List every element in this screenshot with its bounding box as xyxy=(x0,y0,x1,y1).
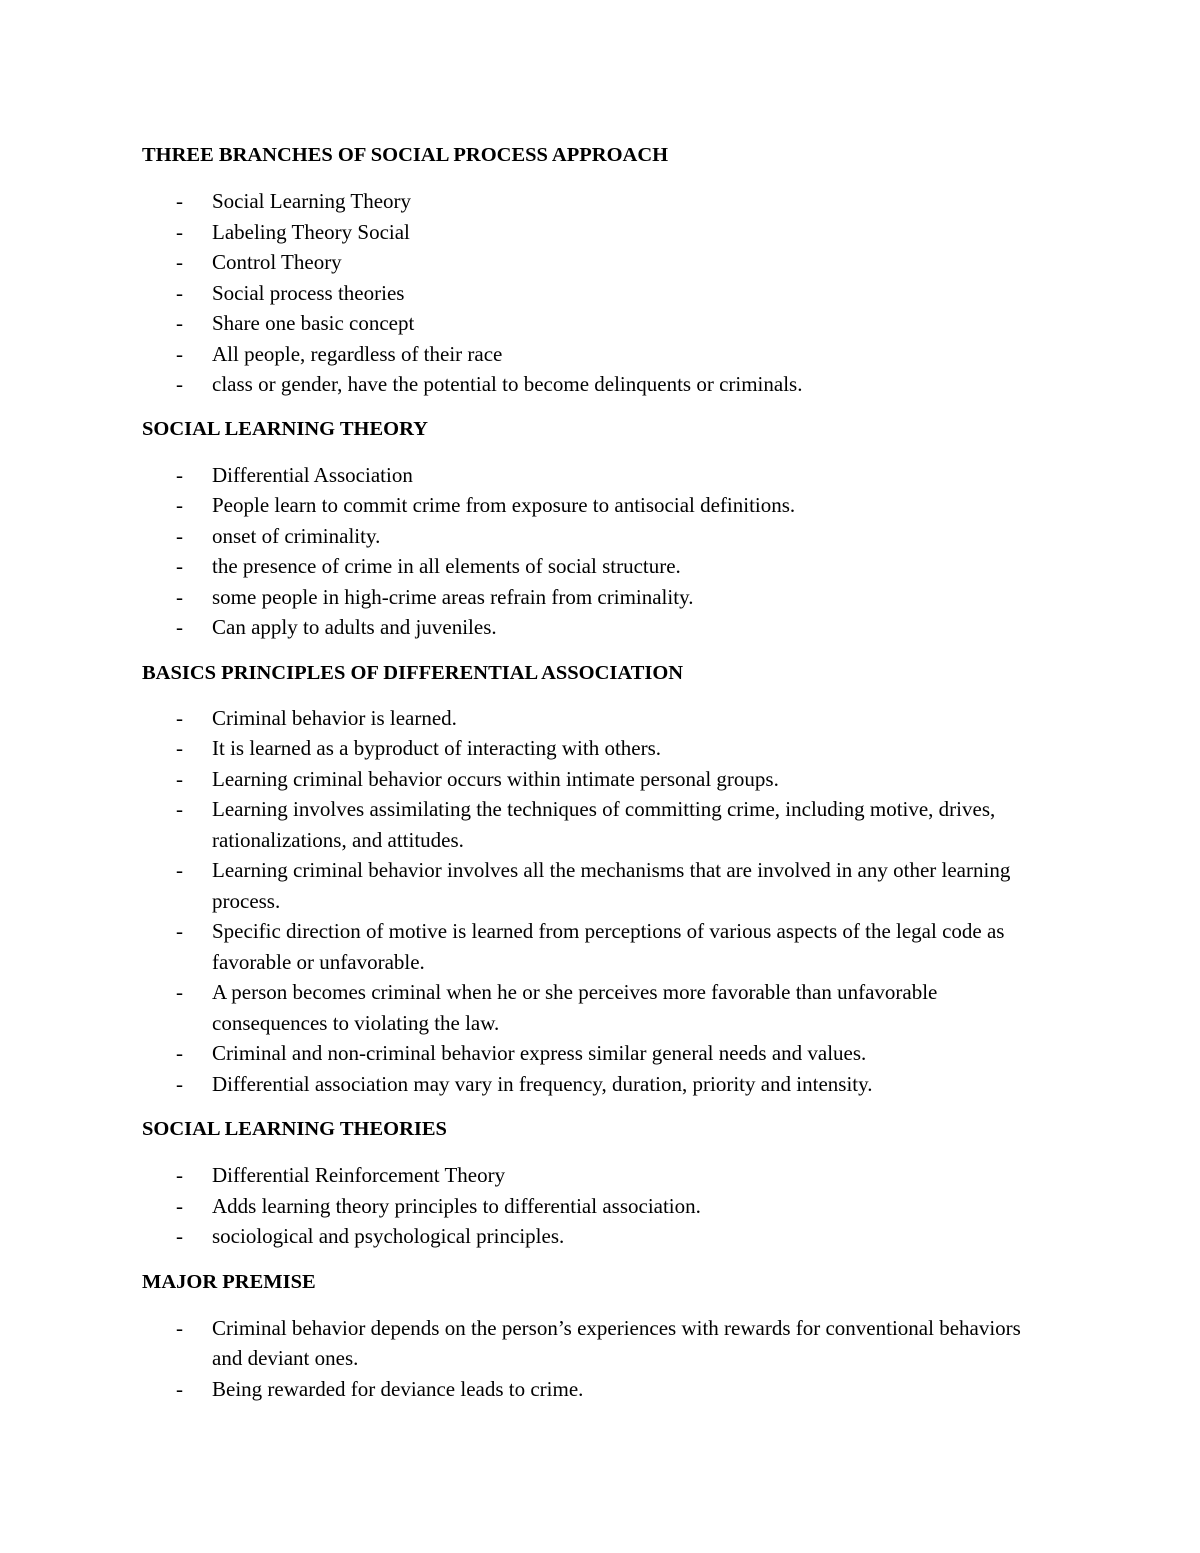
list-item xyxy=(142,551,1042,582)
section-three-branches xyxy=(142,140,1042,400)
list-item xyxy=(142,339,1042,370)
list-item-text: class or gender, have the potential to become delinquents or criminals. xyxy=(212,372,803,396)
bullet-dash: - xyxy=(176,980,183,1004)
bullet-dash: - xyxy=(176,1041,183,1065)
list-item xyxy=(142,977,1042,1038)
list-item-text: Differential association may vary in frequency, duration, priority and intensity. xyxy=(212,1071,873,1096)
list-item-text: A person becomes criminal when he or she perceives more favorable than unfavorable consequences to violating the law. xyxy=(212,980,938,1035)
list-item xyxy=(142,278,1042,309)
bullet-list xyxy=(142,1160,1042,1252)
bullet-dash: - xyxy=(176,797,183,821)
section-social-learning-theory xyxy=(142,414,1042,643)
list-item xyxy=(142,1191,1042,1222)
list-item xyxy=(142,1313,1042,1374)
list-item-text: Differential Reinforcement Theory xyxy=(212,1163,506,1187)
list-item-text: Being rewarded for deviance leads to crime. xyxy=(212,1376,584,1401)
bullet-dash: - xyxy=(176,189,183,213)
bullet-dash: - xyxy=(176,919,183,943)
bullet-dash: - xyxy=(176,858,183,882)
section-heading: BASICS PRINCIPLES OF DIFFERENTIAL ASSOCIATION xyxy=(142,661,684,684)
list-item-text: Specific direction of motive is learned from perceptions of various aspects of the legal code as favorable or unfavorable. xyxy=(212,919,1005,974)
list-item xyxy=(142,764,1042,795)
list-item xyxy=(142,247,1042,278)
list-item-text: Criminal and non-criminal behavior express similar general needs and values. xyxy=(212,1041,867,1065)
list-item xyxy=(142,703,1042,734)
bullet-dash: - xyxy=(176,341,183,366)
list-item xyxy=(142,1069,1042,1100)
bullet-list xyxy=(142,703,1042,1100)
bullet-list xyxy=(142,186,1042,400)
bullet-dash: - xyxy=(176,615,183,639)
list-item xyxy=(142,217,1042,248)
list-item-text: People learn to commit crime from exposure to antisocial definitions. xyxy=(212,493,796,517)
bullet-dash: - xyxy=(176,280,183,305)
list-item-text: Criminal behavior depends on the person’s experiences with rewards for conventional behaviors and deviant ones. xyxy=(212,1315,1021,1370)
list-item-text: the presence of crime in all elements of social structure. xyxy=(212,554,681,578)
bullet-dash: - xyxy=(176,372,183,396)
list-item xyxy=(142,369,1042,400)
bullet-dash: - xyxy=(176,1224,183,1248)
bullet-dash: - xyxy=(176,1193,183,1218)
list-item xyxy=(142,733,1042,764)
list-item xyxy=(142,460,1042,491)
bullet-dash: - xyxy=(176,1315,183,1340)
list-item-text: Labeling Theory Social xyxy=(212,219,410,244)
list-item-text: sociological and psychological principles. xyxy=(212,1224,565,1248)
bullet-dash: - xyxy=(176,250,183,274)
document-content xyxy=(142,140,1042,1404)
bullet-dash: - xyxy=(176,584,183,609)
list-item-text: Learning criminal behavior involves all the mechanisms that are involved in any other learning process. xyxy=(212,858,1011,913)
bullet-dash: - xyxy=(176,493,183,517)
list-item-text: Learning criminal behavior occurs within intimate personal groups. xyxy=(212,766,779,791)
section-social-learning-theories xyxy=(142,1114,1042,1252)
section-differential-association-principles xyxy=(142,658,1042,1100)
list-item-text: Control Theory xyxy=(212,250,342,274)
section-heading: SOCIAL LEARNING THEORIES xyxy=(142,1118,447,1140)
list-item-text: Can apply to adults and juveniles. xyxy=(212,615,497,639)
list-item xyxy=(142,521,1042,552)
list-item xyxy=(142,1160,1042,1191)
bullet-dash: - xyxy=(176,462,183,487)
section-heading: SOCIAL LEARNING THEORY xyxy=(142,417,428,440)
list-item-text: Learning involves assimilating the techniques of committing crime, including motive, drives, rationalizations, and attitudes. xyxy=(212,797,996,852)
bullet-dash: - xyxy=(176,705,183,730)
list-item xyxy=(142,1038,1042,1069)
list-item xyxy=(142,1221,1042,1252)
list-item-text: It is learned as a byproduct of interacting with others. xyxy=(212,736,662,760)
section-major-premise xyxy=(142,1267,1042,1405)
list-item xyxy=(142,490,1042,521)
bullet-dash: - xyxy=(176,219,183,244)
bullet-list xyxy=(142,460,1042,643)
section-heading: THREE BRANCHES OF SOCIAL PROCESS APPROACH xyxy=(142,144,669,166)
list-item-text: Differential Association xyxy=(212,462,413,487)
list-item xyxy=(142,582,1042,613)
list-item-text: Adds learning theory principles to differential association. xyxy=(212,1193,701,1218)
list-item xyxy=(142,612,1042,643)
list-item-text: onset of criminality. xyxy=(212,523,381,548)
list-item-text: Share one basic concept xyxy=(212,311,415,335)
list-item-text: Criminal behavior is learned. xyxy=(212,705,457,730)
list-item xyxy=(142,1374,1042,1405)
bullet-dash: - xyxy=(176,736,183,760)
list-item-text: Social process theories xyxy=(212,280,405,305)
bullet-list xyxy=(142,1313,1042,1405)
bullet-dash: - xyxy=(176,1163,183,1187)
bullet-dash: - xyxy=(176,766,183,791)
section-heading: MAJOR PREMISE xyxy=(142,1270,316,1293)
list-item xyxy=(142,308,1042,339)
list-item-text: some people in high-crime areas refrain from criminality. xyxy=(212,584,694,609)
list-item xyxy=(142,186,1042,217)
list-item xyxy=(142,855,1042,916)
list-item-text: All people, regardless of their race xyxy=(212,341,503,366)
bullet-dash: - xyxy=(176,1071,183,1096)
bullet-dash: - xyxy=(176,554,183,578)
bullet-dash: - xyxy=(176,311,183,335)
bullet-dash: - xyxy=(176,523,183,548)
list-item-text: Social Learning Theory xyxy=(212,189,412,213)
list-item xyxy=(142,916,1042,977)
list-item xyxy=(142,794,1042,855)
bullet-dash: - xyxy=(176,1376,183,1401)
